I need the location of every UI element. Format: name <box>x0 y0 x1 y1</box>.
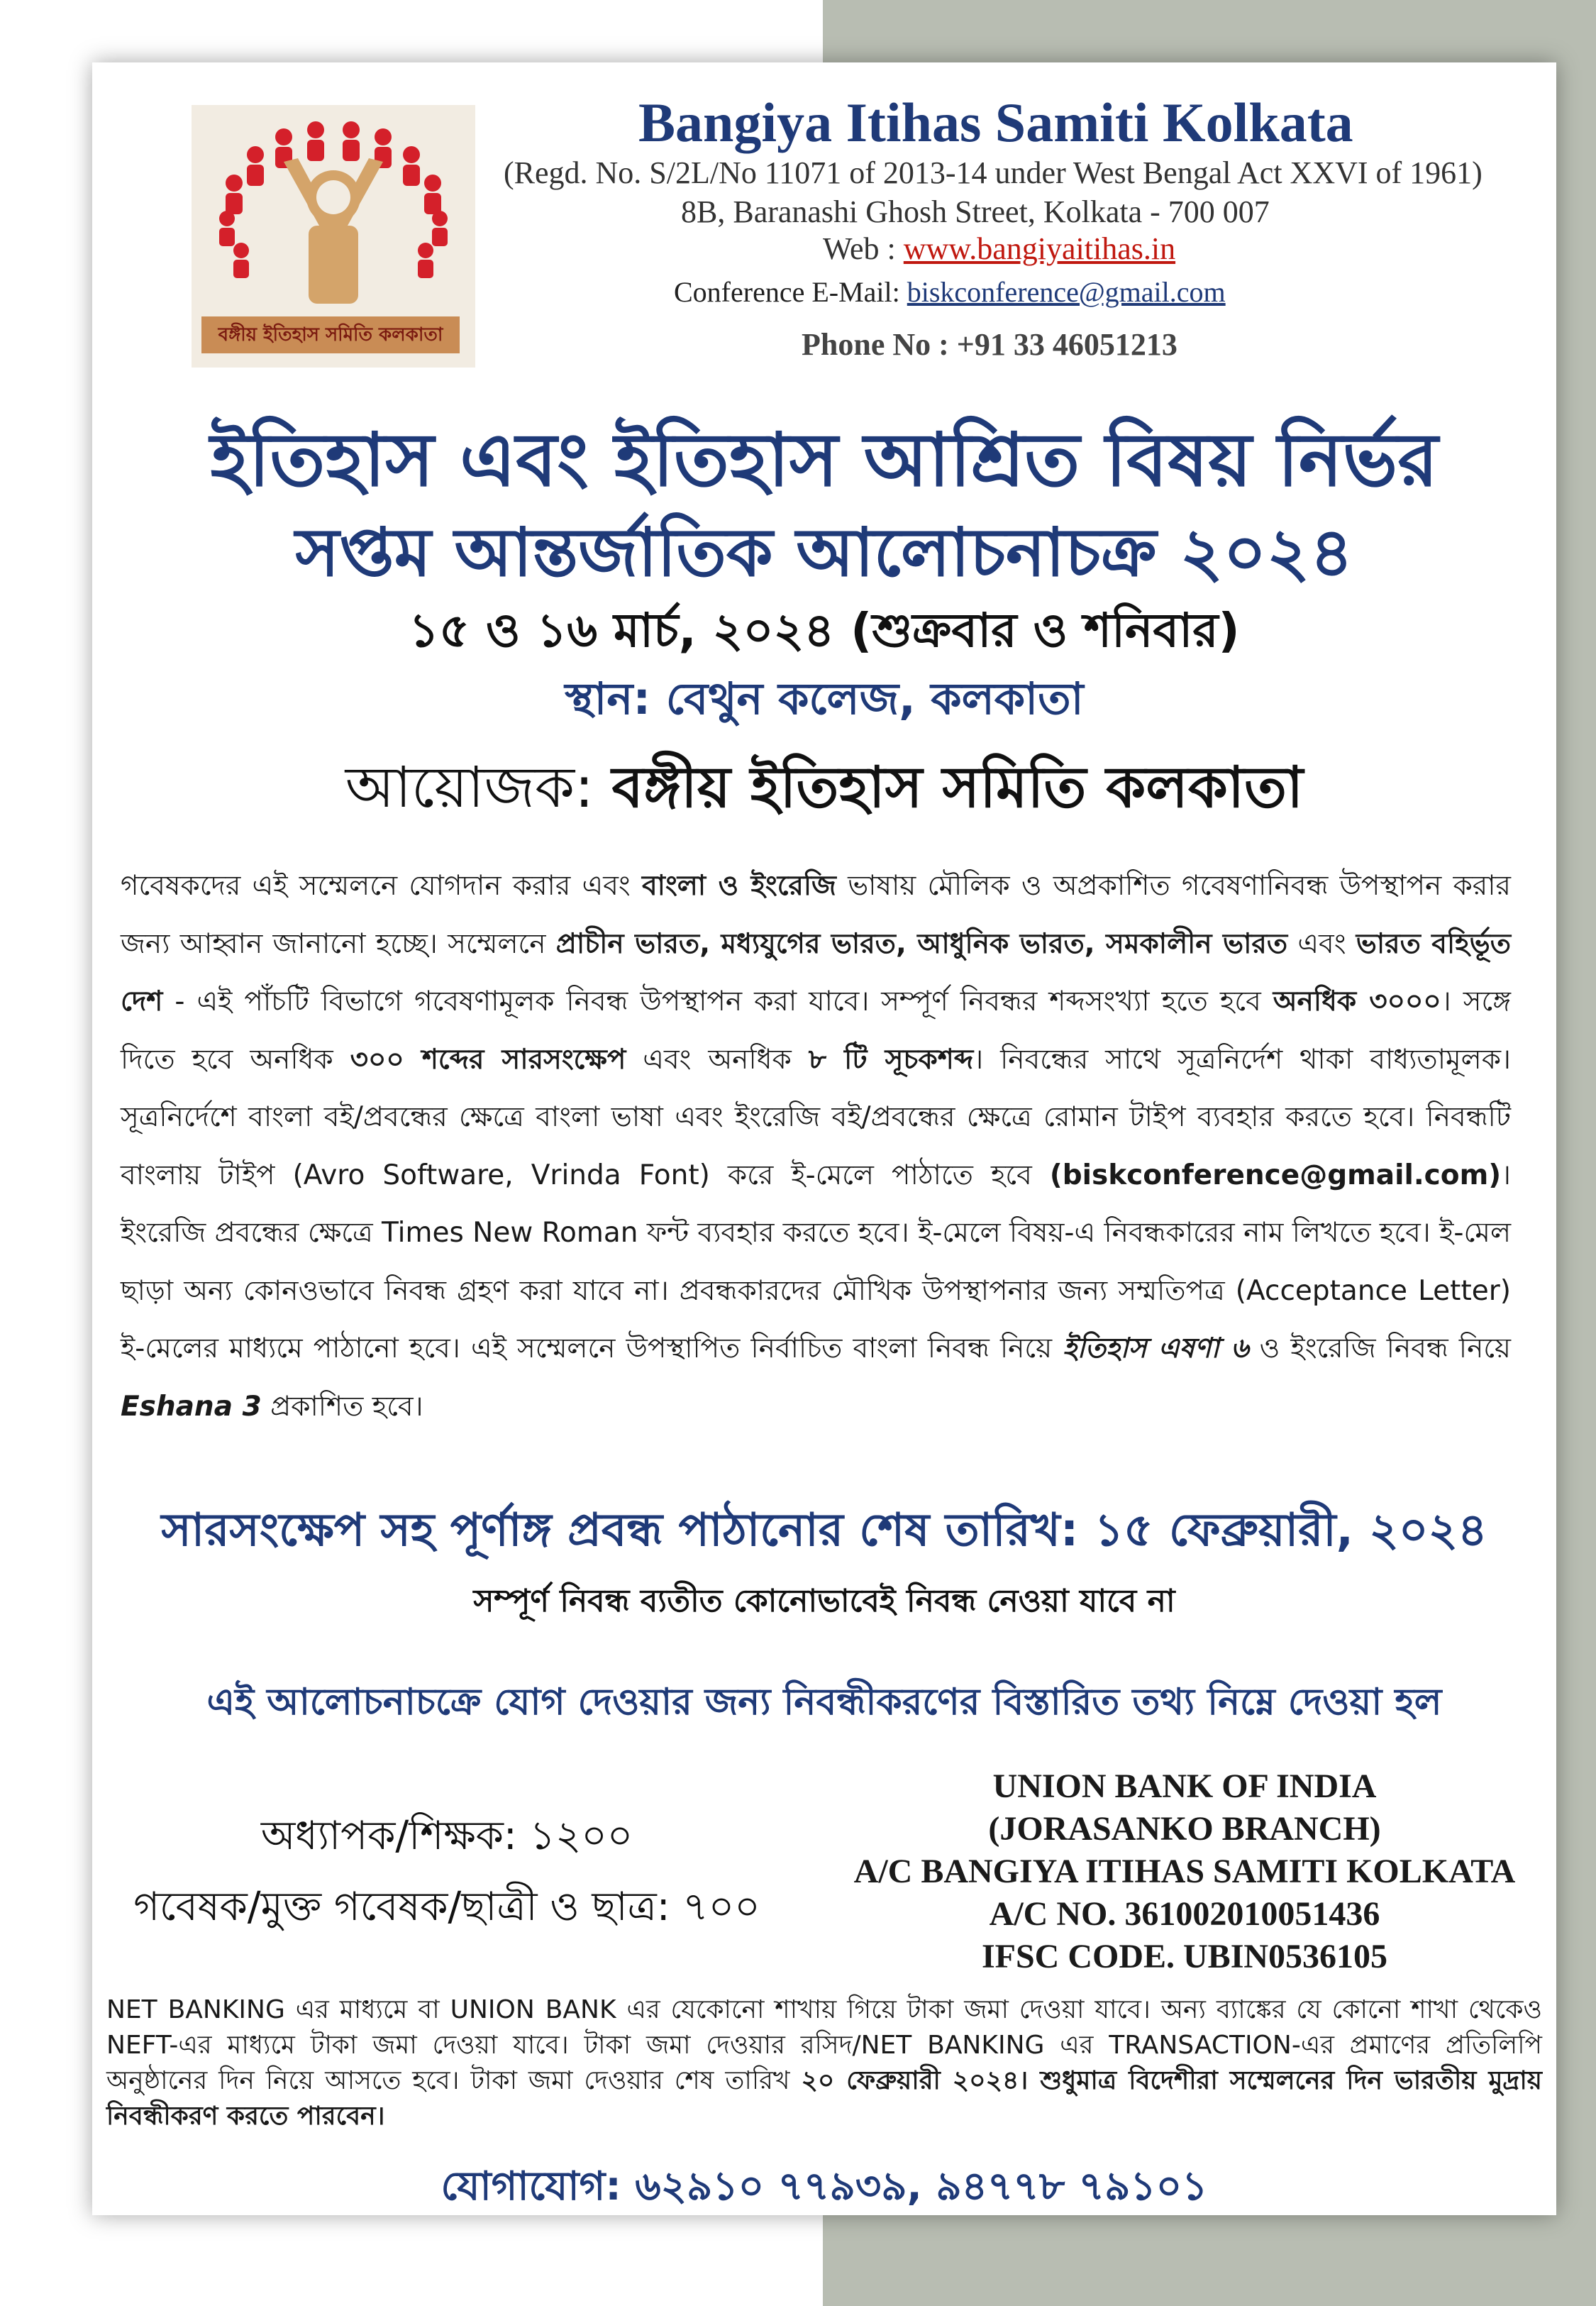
bank-details <box>816 1765 1553 1978</box>
registration-number: (Regd. No. S/2L/No 11071 of 2013-14 under West Bengal Act XXVI of 1961) <box>504 155 1483 190</box>
fee-researcher: গবেষক/মুক্ত গবেষক/ছাত্রী ও ছাত্র: ৭০০ <box>133 1884 760 1930</box>
organization-name: Bangiya Itihas Samiti Kolkata <box>638 92 1353 153</box>
body-bold-email: (biskconference@gmail.com) <box>1049 1159 1502 1191</box>
phone-number: Phone No : +91 33 46051213 <box>802 327 1177 362</box>
email-row <box>674 275 1525 309</box>
payment-text: NET BANKING এর মাধ্যমে বা UNION BANK এর যেকোনো শাখায় গিয়ে টাকা জমা দেওয়া যাবে। অন্য ব্যাঙ্কের যে কোনো শাখা থেকেও NEFT-এর মাধ্যমে টাকা জমা দেওয়া যাবে। টাকা জমা দেওয়ার রসিদ/NET BANKING এর TRANSACTION-এর প্রমাণের প্রতিলিপি অনুষ্ঠানের দিন নিয়ে আসতে হবে। টাকা জমা দেওয়ার শেষ তারিখ <box>106 1995 1542 2095</box>
full-paper-note: সম্পূর্ণ নিবন্ধ ব্যতীত কোনোভাবেই নিবন্ধ নেওয়া যাবে না <box>473 1583 1175 1619</box>
submission-deadline: সারসংক্ষেপ সহ পূর্ণাঙ্গ প্রবন্ধ পাঠানোর শেষ তারিখ: ১৫ ফেব্রুয়ারী, ২০২৪ <box>161 1504 1487 1557</box>
bank-name: UNION BANK OF INDIA <box>992 1767 1377 1805</box>
event-title-line2: সপ্তম আন্তর্জাতিক আলোচনাচক্র ২০২৪ <box>295 514 1353 592</box>
body-segment: ও ইংরেজি নিবন্ধ নিয়ে <box>1248 1333 1511 1364</box>
address: 8B, Baranashi Ghosh Street, Kolkata - 700 007 <box>681 194 1270 229</box>
payment-instructions <box>106 1992 1542 2134</box>
registration-fees <box>92 1801 802 1943</box>
poster-page <box>92 62 1556 2215</box>
organizer-label: আয়োজক: <box>345 754 612 820</box>
email-link[interactable]: biskconference@gmail.com <box>907 276 1226 308</box>
body-segment: প্রকাশিত হবে। <box>261 1390 423 1423</box>
bank-account-number: A/C NO. 361002010051436 <box>989 1895 1380 1933</box>
event-dates: ১৫ ও ১৬ মার্চ, ২০২৪ (শুক্রবার ও শনিবার) <box>409 603 1240 658</box>
bank-branch: (JORASANKO BRANCH) <box>988 1810 1381 1848</box>
body-bold-keywords: ৮ টি সূচকশব্দ <box>808 1043 974 1076</box>
organizer-name: বঙ্গীয় ইতিহাস সমিতি কলকাতা <box>611 754 1304 820</box>
body-segment: । ইংরেজি প্রবন্ধের ক্ষেত্রে Times New Roman ফন্ট ব্যবহার করতে হবে। ই-মেলে বিষয়-এ নিবন্ধকারের নাম লিখতে হবে। ই-মেল ছাড়া অন্য কোনওভাবে নিবন্ধ গ্রহণ করা যাবে না। প্রবন্ধকারদের মৌখিক উপস্থাপনার জন্য সম্মতিপত্র (Acceptance Letter) ই-মেলের মাধ্যমে পাঠানো হবে। এই সম্মেলনে উপস্থাপিত নির্বাচিত বাংলা নিবন্ধ নিয়ে <box>121 1159 1512 1364</box>
event-venue: স্থান: বেথুন কলেজ, কলকাতা <box>565 673 1084 724</box>
body-segment: - এই পাঁচটি বিভাগে গবেষণামূলক নিবন্ধ উপস্থাপন করা যাবে। সম্পূর্ণ নিবন্ধর শব্দসংখ্যা হতে হবে <box>162 986 1273 1017</box>
body-bold-foreign: ভারত বহির্ভূত দেশ <box>121 927 1511 1017</box>
logo-text: বঙ্গীয় ইতিহাস সমিতি কলকাতা <box>201 316 460 353</box>
email-label: Conference E-Mail: <box>674 276 907 308</box>
logo-figures-icon <box>192 105 475 318</box>
fee-professor: অধ্যাপক/শিক্ষক: ১২০০ <box>260 1813 633 1859</box>
contact-numbers: যোগাযোগ: ৬২৯১০ ৭৭৯৩৯, ৯৪৭৭৮ ৭৯১০১ <box>440 2163 1208 2210</box>
body-journal-english: Eshana 3 <box>121 1390 262 1423</box>
website-link[interactable]: www.bangiyaitihas.in <box>903 231 1176 266</box>
body-segment: ভাষায় মৌলিক ও অপ্রকাশিত গবেষণানিবন্ধ উপস্থাপন করার জন্য আহ্বান জানানো হচ্ছে। সম্মেলনে <box>121 870 1511 960</box>
call-for-papers-text <box>121 857 1511 1435</box>
body-segment: এবং <box>1287 927 1356 960</box>
website-row <box>823 231 1390 267</box>
body-journal-bengali: ইতিহাস এষণা ৬ <box>1063 1333 1249 1364</box>
registration-note: এই আলোচনাচক্রে যোগ দেওয়ার জন্য নিবন্ধীকরণের বিস্তারিত তথ্য নিম্নে দেওয়া হল <box>206 1681 1442 1723</box>
body-bold-languages: বাংলা ও ইংরেজি <box>641 870 836 902</box>
payment-last-date: ২০ ফেব্রুয়ারী ২০২৪। <box>801 2066 1029 2095</box>
body-bold-abstract: ৩০০ শব্দের সারসংক্ষেপ <box>350 1043 626 1076</box>
body-bold-sections: প্রাচীন ভারত, মধ্যযুগের ভারত, আধুনিক ভারত, সমকালীন ভারত <box>555 927 1288 960</box>
body-segment: গবেষকদের এই সম্মেলনে যোগদান করার এবং <box>121 870 642 902</box>
body-segment: । সঙ্গে দিতে হবে অনধিক <box>121 986 1511 1076</box>
body-bold-wordcount: অনধিক ৩০০০ <box>1273 986 1441 1017</box>
bank-ifsc: IFSC CODE. UBIN0536105 <box>981 1938 1388 1975</box>
payment-foreign-note: শুধুমাত্র বিদেশীরা সম্মেলনের দিন ভারতীয় মুদ্রায় নিবন্ধীকরণ করতে পারবেন। <box>106 2066 1542 2131</box>
body-segment: এবং অনধিক <box>626 1043 809 1076</box>
event-organizer <box>92 744 1556 839</box>
website-label: Web : <box>823 231 904 266</box>
society-logo <box>192 105 475 368</box>
body-segment: । নিবন্ধের সাথে সূত্রনির্দেশ থাকা বাধ্যতামূলক। সূত্রনির্দেশে বাংলা বই/প্রবন্ধের ক্ষেত্রে বাংলা ভাষা এবং ইংরেজি বই/প্রবন্ধের ক্ষেত্রে রোমান টাইপ ব্যবহার করতে হবে। নিবন্ধটি বাংলায় টাইপ (Avro Software, Vrinda Font) করে ই-মেলে পাঠাতে হবে <box>121 1043 1511 1191</box>
bank-account-name: A/C BANGIYA ITIHAS SAMITI KOLKATA <box>853 1853 1516 1890</box>
event-title-line1: ইতিহাস এবং ইতিহাস আশ্রিত বিষয় নির্ভর <box>210 416 1439 503</box>
